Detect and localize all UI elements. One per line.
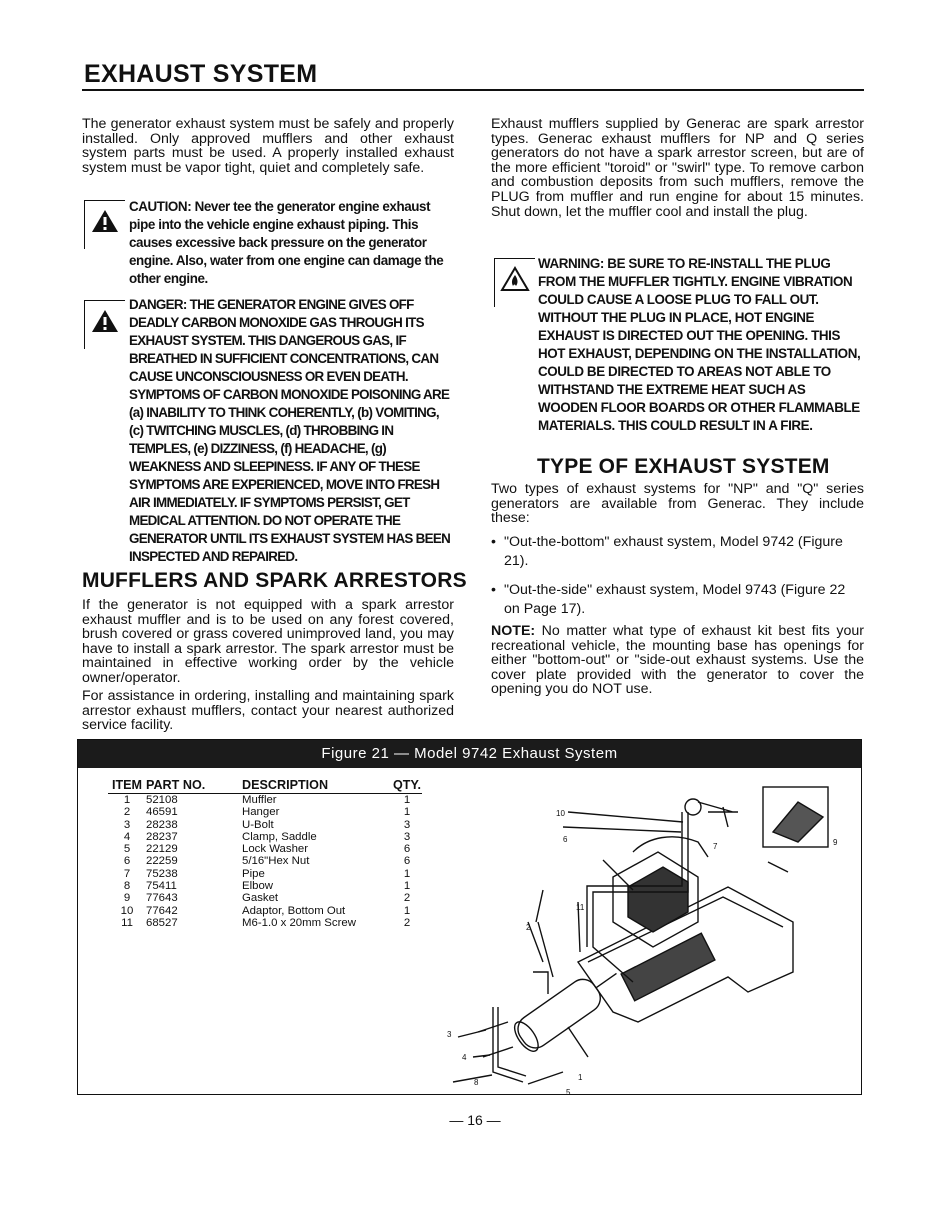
table-cell: 3	[123, 818, 131, 831]
note-paragraph	[491, 624, 864, 697]
mufflers-heading: MUFFLERS AND SPARK ARRESTORS	[82, 569, 467, 592]
bullet-icon: •	[491, 534, 496, 550]
table-cell: 5/16"Hex Nut	[242, 855, 310, 868]
table-row	[108, 819, 422, 831]
table-cell: Gasket	[242, 892, 279, 905]
callout-label: 2	[526, 923, 531, 932]
table-cell: Lock Washer	[242, 843, 309, 856]
table-row	[108, 794, 422, 807]
list-item-text: "Out-the-side" exhaust system, Model 9743 (Figure 22 on Page 17).	[503, 582, 846, 617]
adaptor-flange-shape	[633, 837, 708, 857]
list-item	[491, 581, 864, 619]
callout-labels	[447, 809, 838, 1097]
table-cell: Clamp, Saddle	[242, 830, 317, 843]
table-cell: 2	[123, 806, 131, 819]
callout-label: 6	[563, 835, 568, 844]
muffler-outlet-shape	[596, 973, 616, 987]
table-cell: 3	[403, 830, 411, 843]
muffler-end-shape	[510, 1018, 543, 1055]
hanger-shape	[698, 802, 738, 827]
table-cell: 8	[123, 880, 131, 893]
table-row	[108, 806, 422, 818]
caution-text: CAUTION: Never tee the generator engine exhaust pipe into the vehicle engine exhaust piping. This causes excessive back pressure on the generator engine. Also, water from one engine can damage the other engine.	[129, 199, 444, 286]
table-header-row	[108, 778, 422, 794]
adaptor-opening-shape	[628, 867, 688, 932]
table-cell: Pipe	[242, 867, 265, 880]
callout-label: 5	[566, 1088, 571, 1097]
table-row	[108, 843, 422, 855]
fire-warning-icon	[501, 267, 529, 291]
table-cell: 1	[403, 806, 411, 819]
title-rule	[82, 89, 864, 91]
table-cell: 1	[403, 880, 411, 893]
table-cell: 7	[123, 867, 131, 880]
mufflers-paragraph-1: If the generator is not equipped with a spark arrestor exhaust muffler and is to be used on any forest covered, brush covered or grass covered unimproved land, you may have to install a spark arrestor. The spark arrestor must be maintained in effective working order by the vehicle owner/operator.	[82, 597, 454, 686]
table-cell: 2	[403, 892, 411, 905]
danger-text: DANGER: THE GENERATOR ENGINE GIVES OFF DEADLY CARBON MONOXIDE GAS THROUGH ITS EXHAUST SYSTEM. THIS DANGEROUS GAS, IF BREATHED IN SUFFICIENT CONCENTRATIONS, CAN CAUSE UNCONSCIOUSNESS OR EVEN DEATH. SYMPTOMS OF CARBON MONOXIDE POISONING ARE (a) INABILITY TO THINK COHERENTLY, (b) VOMITING, (c) TWITCHING MUSCLES, (d) THROBBING IN TEMPLES, (e) DIZZINESS, (f) HEADACHE, (g) WEAKNESS AND SLEEPINESS. IF ANY OF THESE SYMPTOMS ARE EXPERIENCED, MOVE INTO FRESH AIR IMMEDIATELY. IF SYMPTOMS PERSIST, GET MEDICAL ATTENTION. DO NOT OPERATE THE GENERATOR UNTIL ITS EXHAUST SYSTEM HAS BEEN INSPECTED AND REPAIRED.	[129, 297, 451, 564]
caution-box	[84, 200, 125, 249]
callout-label: 9	[833, 838, 838, 847]
note-text: No matter what type of exhaust kit best fits your recreational vehicle, the mounting base has openings for either "bottom-out" or "side-out exhaust systems. Use the cover plate provided with the generator to cover the opening you do NOT use.	[491, 623, 864, 698]
warning-text: WARNING: BE SURE TO RE-INSTALL THE PLUG FROM THE MUFFLER TIGHTLY. ENGINE VIBRATION COULD CAUSE A LOOSE PLUG TO FALL OUT. WITHOUT THE PLUG IN PLACE, HOT ENGINE EXHAUST IS DIRECTED OUT THE OPENING. THIS HOT EXHAUST, DEPENDING ON THE INSTALLATION, COULD BE DIRECTED TO AREAS NOT ABLE TO WITHSTAND THE EXTREME HEAT SUCH AS WOODEN FLOOR BOARDS OR OTHER FLAMMABLE MATERIALS. THIS COULD RESULT IN A FIRE.	[538, 256, 861, 433]
table-cell: 75411	[146, 880, 177, 893]
table-cell: 1	[403, 867, 411, 880]
bullet-icon: •	[491, 582, 496, 598]
list-item	[491, 533, 864, 571]
table-row	[108, 905, 422, 917]
table-cell: 28237	[146, 830, 178, 843]
table-cell: 6	[123, 855, 131, 868]
column-header: QTY.	[393, 778, 421, 792]
table-cell: 4	[123, 830, 131, 843]
table-cell: 1	[123, 794, 131, 806]
table-cell: 1	[403, 794, 411, 806]
elbow-shape	[685, 799, 701, 815]
type-intro-paragraph: Two types of exhaust systems for "NP" and "Q" series generators are available from Generac. They include these:	[491, 481, 864, 527]
warning-triangle-icon	[91, 309, 119, 333]
callout-label: 11	[576, 903, 585, 912]
table-cell: 46591	[146, 806, 178, 819]
table-cell: 6	[403, 855, 411, 868]
list-item-text: "Out-the-bottom" exhaust system, Model 9742 (Figure 21).	[503, 534, 843, 569]
warning-triangle-icon	[91, 209, 119, 233]
table-row	[108, 855, 422, 867]
table-cell: Adaptor, Bottom Out	[242, 904, 346, 917]
table-cell: 77643	[146, 892, 178, 905]
table-cell: U-Bolt	[242, 818, 274, 831]
left-intro-paragraph: The generator exhaust system must be safely and properly installed. Only approved mufflers and other exhaust system parts must be used. A properly installed exhaust system must be vapor tight, quiet and completely safe.	[82, 116, 454, 176]
column-header: ITEM	[108, 778, 146, 794]
table-cell: 1	[403, 904, 411, 917]
table-cell: 52108	[146, 794, 178, 806]
table-cell: 75238	[146, 867, 178, 880]
table-cell: 11	[121, 916, 133, 929]
callout-label: 1	[578, 1073, 583, 1082]
tailpipe-edge-shape	[498, 1007, 526, 1076]
table-cell: 6	[403, 843, 411, 856]
table-cell: M6-1.0 x 20mm Screw	[242, 916, 356, 929]
table-cell: 2	[403, 916, 411, 929]
table-cell: 5	[123, 843, 131, 856]
right-intro-paragraph: Exhaust mufflers supplied by Generac are spark arrestor types. Generac exhaust mufflers for NP and Q series generators do not have a spark arrestor screen, but are of the more efficient "toroid" or "swirl" type. To remove carbon and combustion deposits from such mufflers, remove the PLUG from muffler and run engine for about 15 minutes. Shut down, let the muffler cool and install the plug.	[491, 116, 864, 220]
table-cell: 22259	[146, 855, 178, 868]
table-cell: 77642	[146, 904, 178, 917]
table-cell: Muffler	[242, 794, 277, 806]
callout-label: 3	[447, 1030, 452, 1039]
parts-table-body	[108, 794, 422, 930]
table-row	[108, 892, 422, 904]
table-cell: 68527	[146, 916, 178, 929]
note-label: NOTE:	[491, 623, 536, 639]
mufflers-paragraph-2: For assistance in ordering, installing and maintaining spark arrestor exhaust mufflers, contact your nearest authorized service facility.	[82, 688, 454, 734]
table-cell: 22129	[146, 843, 178, 856]
type-heading: TYPE OF EXHAUST SYSTEM	[537, 455, 830, 478]
table-cell: Elbow	[242, 880, 274, 893]
muffler-shape	[513, 974, 606, 1053]
type-list	[491, 533, 864, 619]
table-cell: 9	[123, 892, 131, 905]
page-number: — 16 —	[449, 1112, 501, 1128]
table-row	[108, 880, 422, 892]
callout-label: 10	[556, 809, 565, 818]
column-header: PART NO.	[146, 778, 242, 794]
page-title: EXHAUST SYSTEM	[84, 60, 318, 88]
exhaust-system-diagram	[398, 772, 838, 1097]
callout-label: 7	[713, 842, 718, 851]
table-row	[108, 831, 422, 843]
callout-leader-lines	[453, 812, 788, 1084]
table-row	[108, 917, 422, 929]
warning-box	[494, 258, 535, 307]
figure-21	[77, 739, 862, 1095]
parts-table	[108, 778, 422, 929]
table-cell: 3	[403, 818, 411, 831]
detail-part-shape	[773, 802, 823, 842]
callout-label: 8	[474, 1078, 479, 1087]
table-cell: 28238	[146, 818, 178, 831]
figure-title: Figure 21 — Model 9742 Exhaust System	[78, 740, 861, 768]
table-row	[108, 868, 422, 880]
table-cell: Hanger	[242, 806, 280, 819]
callout-label: 4	[462, 1053, 467, 1062]
table-cell: 10	[120, 904, 134, 917]
danger-box	[84, 300, 125, 349]
column-header: DESCRIPTION	[242, 778, 392, 794]
